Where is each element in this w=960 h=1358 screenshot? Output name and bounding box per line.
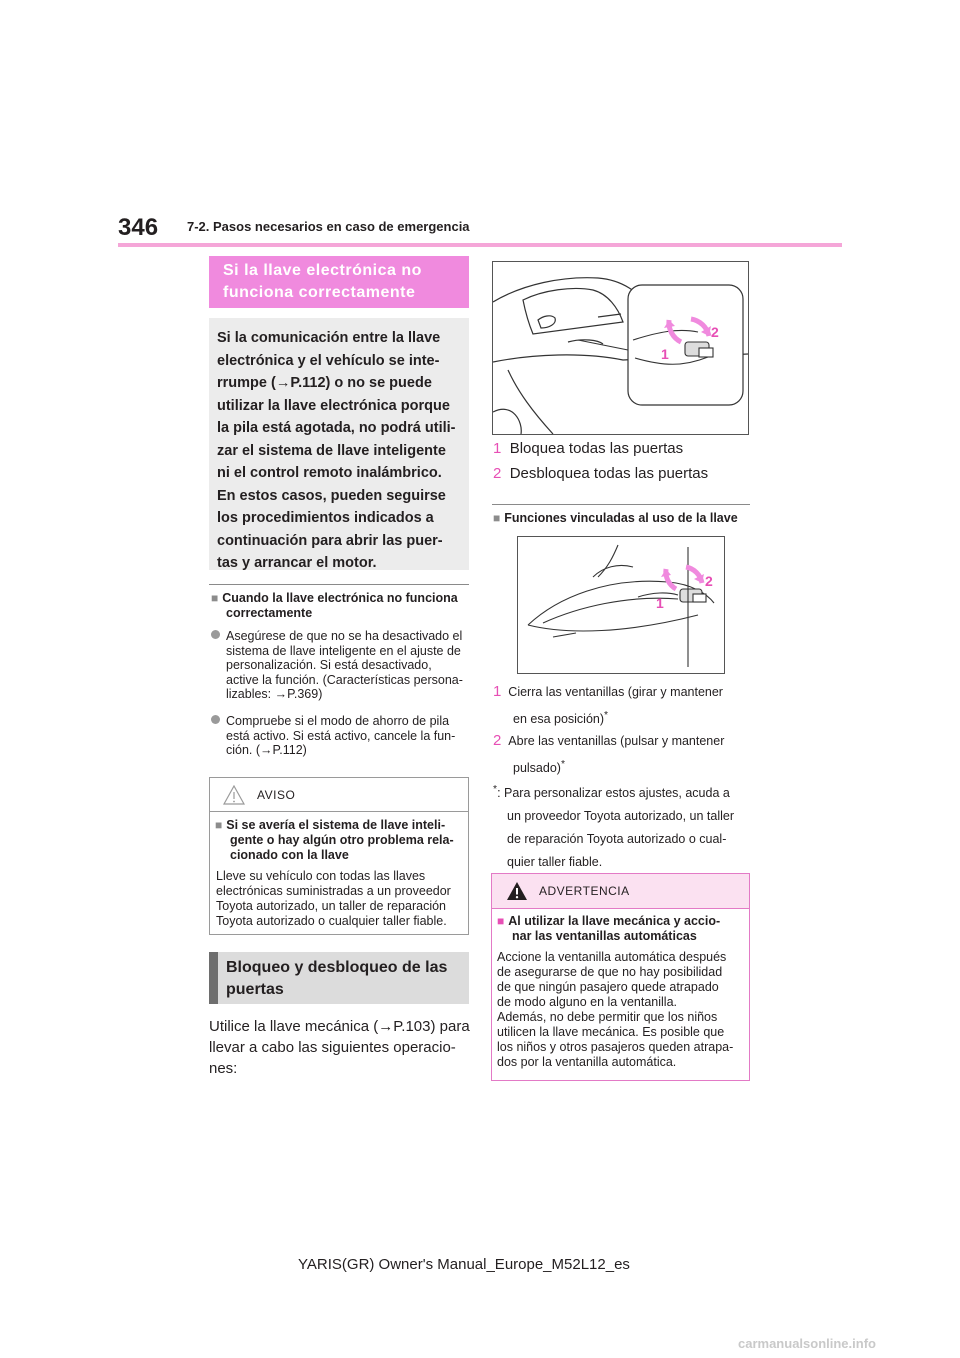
divider	[492, 504, 750, 505]
notice-title-bar	[210, 778, 468, 812]
page-footer: YARIS(GR) Owner's Manual_Europe_M52L12_es	[298, 1256, 630, 1273]
intro-line: En estos casos, pueden seguirse	[217, 487, 446, 504]
intro-line: los procedimientos indicados a	[217, 510, 434, 526]
section-heading-smart-key	[209, 256, 469, 308]
car-door-illustration	[493, 262, 748, 434]
warning-text: Accione la ventanilla automática después de asegurarse de que no hay posibilidad de que ningún pasajero quede atrapado de modo alguno en la ventanilla. Además, no debe permitir que los niños utilicen la llave mecánica. Es posible que los niños y otros pasajeros queden atrapa- dos por la ventanilla automática.	[497, 950, 734, 1069]
warning-triangle-icon	[506, 881, 528, 901]
header-rule	[118, 243, 842, 247]
square-bullet-icon: ■	[497, 914, 505, 928]
figure-label-1: 1	[661, 346, 669, 362]
caution-triangle-icon	[223, 785, 245, 805]
footnote-marker: *	[493, 784, 498, 795]
section-heading-door-locks	[209, 952, 469, 1004]
subheading-key-not-working: ■ Cuando la llave electrónica no funciona correctamente	[211, 591, 458, 620]
warning-title: ADVERTENCIA	[539, 884, 630, 898]
warning-title-bar	[492, 874, 749, 909]
notice-text: Lleve su vehículo con todas las llaves electrónicas suministradas a un proveedor Toyota autorizado, un taller de reparación Toyota autorizado o cualquier taller fiable.	[216, 869, 451, 928]
door-handle-figure	[517, 536, 725, 674]
bullet-dot-icon	[211, 630, 220, 639]
divider	[209, 584, 469, 585]
figure-label-1: 1	[656, 595, 664, 611]
subheading-key-functions: ■ Funciones vinculadas al uso de la llave	[493, 511, 738, 525]
step-number: 2	[493, 465, 502, 482]
intro-line: Si la comunicación entre la llave	[217, 330, 441, 346]
footnote-marker: *	[560, 759, 566, 770]
intro-line: utilizar la llave electrónica porque	[217, 397, 450, 414]
section-heading-line: Si la llave electrónica no	[223, 262, 422, 279]
figure-label-2: 2	[705, 573, 713, 589]
intro-line: rrumpe (→P.112) o no se puede	[217, 375, 432, 391]
step-item: 1 Cierra las ventanillas (girar y mantener en esa posición)*	[493, 683, 723, 727]
intro-line: tas y arrancar el motor.	[217, 555, 377, 571]
bullet-item: Asegúrese de que no se ha desactivado el sistema de llave inteligente en el ajuste de personalización. Si está desactivado, active la función. (Características persona- lizables: →P.369)	[211, 629, 473, 702]
warning-subheading: ■ Al utilizar la llave mecánica y accio- nar las ventanillas automáticas	[497, 914, 721, 943]
bullet-dot-icon	[211, 715, 220, 724]
chapter-title: 7-2. Pasos necesarios en caso de emergencia	[187, 219, 470, 234]
figure-label-2: 2	[711, 324, 719, 340]
warning-box	[491, 873, 750, 1081]
notice-subheading: ■ Si se avería el sistema de llave inteli- gente o hay algún otro problema rela- cionado con la llave	[215, 818, 454, 862]
square-bullet-icon: ■	[215, 818, 223, 832]
section2-body: Utilice la llave mecánica (→P.103) para llevar a cabo las siguientes operacio- nes:	[209, 1018, 470, 1077]
square-bullet-icon: ■	[211, 591, 219, 605]
section-heading-line: funciona correctamente	[223, 284, 416, 301]
step-item: 1 Bloquea todas las puertas	[493, 440, 684, 457]
door-handle-illustration	[518, 537, 724, 673]
intro-line: la pila está agotada, no podrá utili-	[217, 420, 456, 436]
step-item: 2 Desbloquea todas las puertas	[493, 465, 709, 482]
intro-line: electrónica y el vehículo se inte-	[217, 352, 440, 369]
step-number: 1	[493, 683, 502, 700]
notice-box	[209, 777, 469, 935]
door-lock-figure	[492, 261, 749, 435]
intro-line: continuación para abrir las puer-	[217, 532, 443, 549]
step-number: 2	[493, 732, 502, 749]
footnote: *: Para personalizar estos ajustes, acuda a un proveedor Toyota autorizado, un taller de reparación Toyota autorizado o cual- quier taller fiable.	[493, 784, 735, 870]
intro-box	[209, 318, 469, 570]
footnote-marker: *	[604, 710, 609, 721]
intro-line: zar el sistema de llave inteligente	[217, 442, 446, 459]
step-number: 1	[493, 440, 502, 457]
step-item: 2 Abre las ventanillas (pulsar y mantener pulsado)*	[493, 732, 725, 776]
watermark: carmanualsonline.info	[738, 1336, 876, 1351]
section-heading-line: Bloqueo y desbloqueo de las	[226, 959, 448, 976]
page-number: 346	[118, 214, 159, 241]
intro-line: ni el control remoto inalámbrico.	[217, 465, 442, 481]
section-heading-line: puertas	[226, 981, 284, 998]
square-bullet-icon: ■	[493, 511, 501, 525]
bullet-item: Compruebe si el modo de ahorro de pila está activo. Si está activo, cancele la fun- ción. (→P.112)	[211, 714, 473, 758]
notice-title: AVISO	[257, 788, 296, 802]
